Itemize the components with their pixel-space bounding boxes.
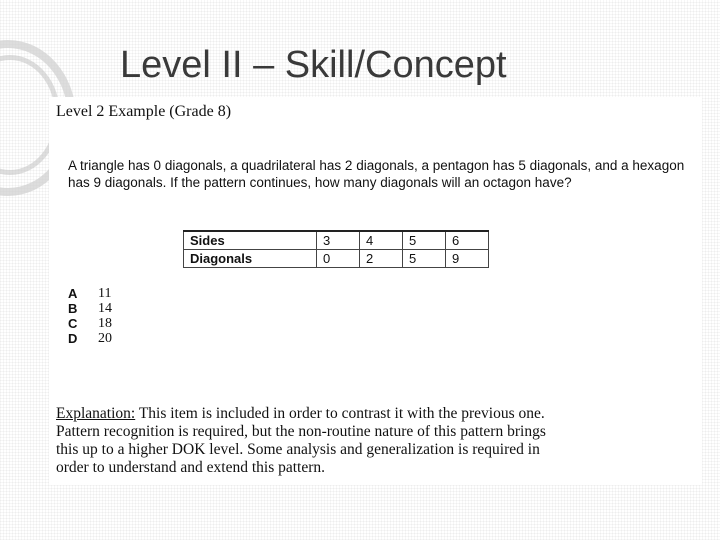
choice-letter: C <box>68 316 78 331</box>
table-cell: 3 <box>317 231 360 250</box>
table-cell: 2 <box>360 250 403 268</box>
sides-diagonals-table <box>183 230 489 268</box>
answer-choice-c <box>68 316 112 331</box>
table-cell: 4 <box>360 231 403 250</box>
table-row <box>184 231 489 250</box>
table-cell-label: Sides <box>184 231 317 250</box>
answer-choice-a <box>68 286 112 301</box>
explanation-line: this up to a higher DOK level. Some analysis and generalization is required in <box>56 441 540 458</box>
explanation-label: Explanation: <box>56 405 136 422</box>
table-cell: 5 <box>403 231 446 250</box>
document-image <box>49 97 702 485</box>
table-cell-label: Diagonals <box>184 250 317 268</box>
slide-title: Level II – Skill/Concept <box>120 44 507 86</box>
choice-value: 11 <box>98 285 112 301</box>
choice-letter: A <box>68 286 78 301</box>
explanation-line: Pattern recognition is required, but the non-routine nature of this pattern brings <box>56 423 546 440</box>
answer-choice-b <box>68 301 112 316</box>
explanation-text: This item is included in order to contrast it with the previous one. <box>138 405 545 422</box>
explanation-line <box>56 405 702 423</box>
document-heading: Level 2 Example (Grade 8) <box>56 103 232 120</box>
choice-value: 14 <box>98 300 112 316</box>
table-cell: 9 <box>446 250 489 268</box>
table-row <box>184 250 489 268</box>
answer-choices <box>68 286 112 346</box>
table-cell: 5 <box>403 250 446 268</box>
table-cell: 6 <box>446 231 489 250</box>
explanation-line: order to understand and extend this pattern. <box>56 459 326 476</box>
table-cell: 0 <box>317 250 360 268</box>
explanation-block <box>56 405 702 477</box>
answer-choice-d <box>68 331 112 346</box>
question-text: A triangle has 0 diagonals, a quadrilateral has 2 diagonals, a pentagon has 5 diagonals, and a hexagon has 9 diagonals. If the pattern continues, how many diagonals will an octagon have? <box>68 158 685 190</box>
choice-letter: D <box>68 331 78 346</box>
choice-value: 20 <box>98 330 112 346</box>
choice-letter: B <box>68 301 78 316</box>
choice-value: 18 <box>98 315 112 331</box>
